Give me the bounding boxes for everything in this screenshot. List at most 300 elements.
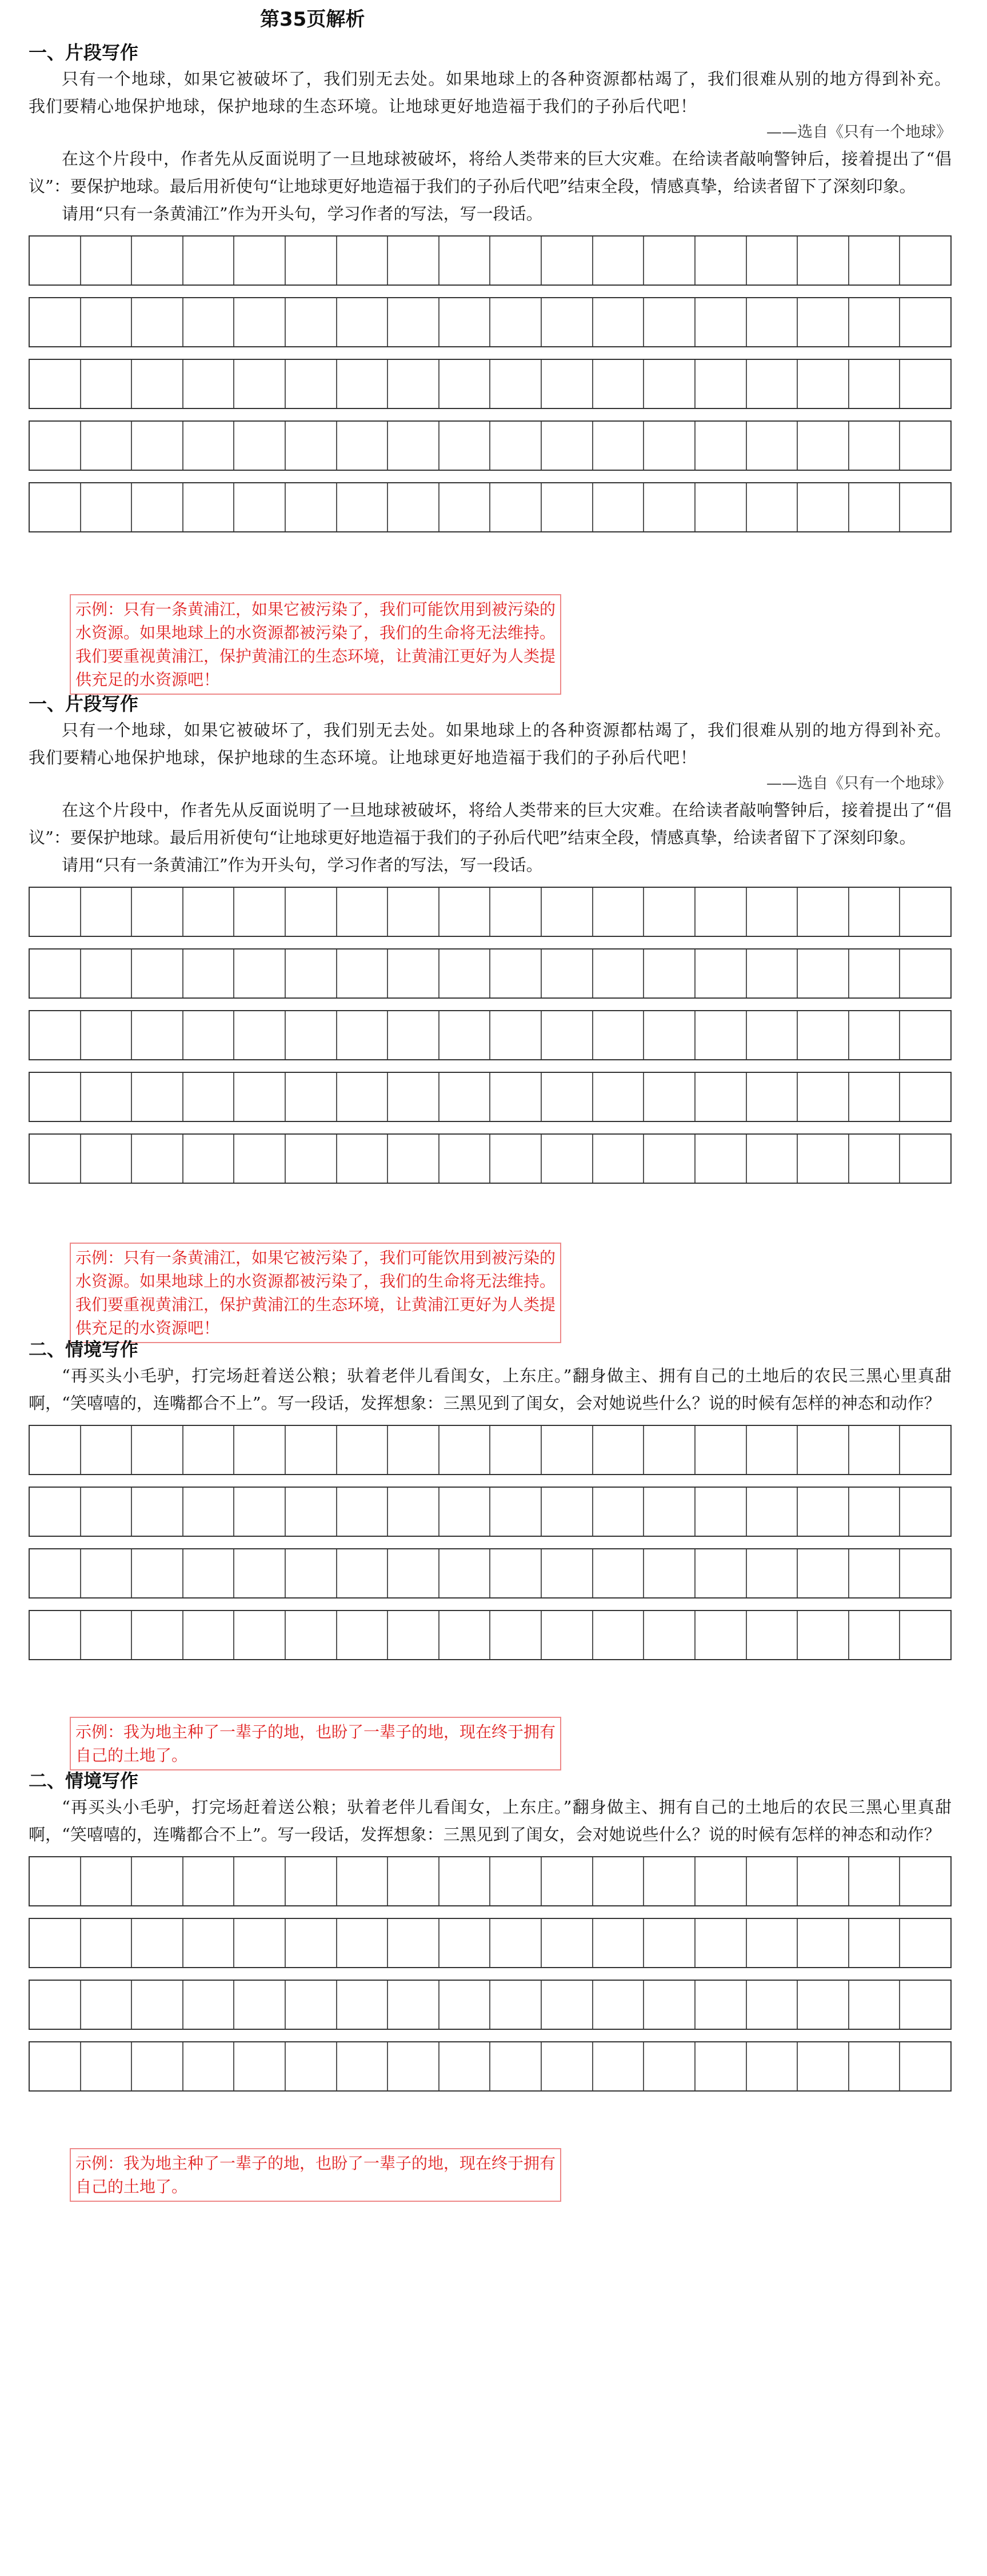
grid-cell[interactable]: [286, 422, 337, 470]
grid-cell[interactable]: [900, 422, 950, 470]
grid-cell[interactable]: [849, 888, 901, 936]
grid-cell[interactable]: [644, 1981, 696, 2029]
grid-cell[interactable]: [490, 237, 542, 285]
grid-cell[interactable]: [849, 950, 901, 997]
grid-cell[interactable]: [747, 360, 798, 408]
grid-cell[interactable]: [132, 1488, 183, 1536]
grid-cell[interactable]: [644, 483, 696, 531]
grid-cell[interactable]: [490, 1611, 542, 1659]
grid-cell[interactable]: [798, 1488, 849, 1536]
grid-cell[interactable]: [183, 1549, 235, 1597]
grid-cell[interactable]: [234, 1135, 286, 1183]
grid-cell[interactable]: [439, 360, 491, 408]
grid-cell[interactable]: [286, 1073, 337, 1121]
grid-cell[interactable]: [747, 1488, 798, 1536]
grid-cell[interactable]: [81, 1549, 133, 1597]
grid-cell[interactable]: [747, 298, 798, 346]
grid-cell[interactable]: [30, 422, 81, 470]
grid-cell[interactable]: [696, 1981, 747, 2029]
grid-cell[interactable]: [81, 422, 133, 470]
grid-cell[interactable]: [81, 298, 133, 346]
grid-cell[interactable]: [644, 1073, 696, 1121]
grid-cell[interactable]: [798, 1611, 849, 1659]
grid-cell[interactable]: [439, 2042, 491, 2090]
grid-cell[interactable]: [183, 1919, 235, 1967]
grid-cell[interactable]: [747, 1981, 798, 2029]
grid-cell[interactable]: [490, 1857, 542, 1905]
grid-cell[interactable]: [849, 1426, 901, 1474]
grid-cell[interactable]: [183, 360, 235, 408]
grid-cell[interactable]: [542, 888, 593, 936]
grid-cell[interactable]: [542, 1549, 593, 1597]
grid-cell[interactable]: [747, 1073, 798, 1121]
grid-cell[interactable]: [388, 1488, 439, 1536]
grid-cell[interactable]: [388, 1857, 439, 1905]
grid-cell[interactable]: [644, 1011, 696, 1059]
grid-cell[interactable]: [490, 1426, 542, 1474]
grid-cell[interactable]: [388, 1426, 439, 1474]
grid-cell[interactable]: [644, 1857, 696, 1905]
grid-cell[interactable]: [593, 298, 645, 346]
grid-cell[interactable]: [30, 1549, 81, 1597]
grid-cell[interactable]: [286, 298, 337, 346]
writing-grid[interactable]: [29, 235, 952, 532]
grid-cell[interactable]: [490, 360, 542, 408]
grid-cell[interactable]: [81, 237, 133, 285]
grid-cell[interactable]: [81, 1073, 133, 1121]
grid-cell[interactable]: [388, 1981, 439, 2029]
grid-cell[interactable]: [439, 1011, 491, 1059]
grid-cell[interactable]: [286, 888, 337, 936]
grid-cell[interactable]: [798, 483, 849, 531]
grid-cell[interactable]: [439, 1488, 491, 1536]
grid-cell[interactable]: [798, 237, 849, 285]
grid-cell[interactable]: [542, 237, 593, 285]
grid-cell[interactable]: [81, 1611, 133, 1659]
grid-cell[interactable]: [542, 483, 593, 531]
grid-cell[interactable]: [490, 950, 542, 997]
grid-cell[interactable]: [593, 888, 645, 936]
grid-cell[interactable]: [183, 1135, 235, 1183]
grid-cell[interactable]: [593, 1919, 645, 1967]
grid-cell[interactable]: [439, 1611, 491, 1659]
grid-cell[interactable]: [696, 1135, 747, 1183]
grid-cell[interactable]: [30, 1981, 81, 2029]
grid-cell[interactable]: [183, 1073, 235, 1121]
grid-cell[interactable]: [81, 1488, 133, 1536]
grid-cell[interactable]: [696, 1073, 747, 1121]
grid-cell[interactable]: [900, 1426, 950, 1474]
grid-cell[interactable]: [696, 888, 747, 936]
grid-cell[interactable]: [900, 888, 950, 936]
grid-cell[interactable]: [696, 1857, 747, 1905]
grid-cell[interactable]: [696, 1549, 747, 1597]
grid-cell[interactable]: [900, 1488, 950, 1536]
grid-cell[interactable]: [644, 1919, 696, 1967]
grid-cell[interactable]: [747, 950, 798, 997]
grid-cell[interactable]: [798, 298, 849, 346]
grid-cell[interactable]: [439, 1857, 491, 1905]
grid-cell[interactable]: [132, 422, 183, 470]
grid-cell[interactable]: [234, 2042, 286, 2090]
grid-cell[interactable]: [234, 888, 286, 936]
grid-cell[interactable]: [849, 1488, 901, 1536]
grid-cell[interactable]: [81, 1981, 133, 2029]
grid-cell[interactable]: [234, 1426, 286, 1474]
grid-cell[interactable]: [132, 1426, 183, 1474]
grid-cell[interactable]: [849, 1549, 901, 1597]
grid-cell[interactable]: [593, 1011, 645, 1059]
grid-cell[interactable]: [286, 1549, 337, 1597]
grid-cell[interactable]: [490, 1488, 542, 1536]
grid-cell[interactable]: [593, 237, 645, 285]
grid-cell[interactable]: [696, 1611, 747, 1659]
grid-cell[interactable]: [30, 360, 81, 408]
grid-cell[interactable]: [849, 1919, 901, 1967]
grid-cell[interactable]: [900, 950, 950, 997]
grid-cell[interactable]: [490, 483, 542, 531]
grid-cell[interactable]: [644, 1135, 696, 1183]
grid-cell[interactable]: [388, 360, 439, 408]
grid-cell[interactable]: [286, 1135, 337, 1183]
grid-cell[interactable]: [30, 1919, 81, 1967]
grid-cell[interactable]: [132, 1919, 183, 1967]
grid-cell[interactable]: [798, 1857, 849, 1905]
grid-cell[interactable]: [747, 1011, 798, 1059]
grid-cell[interactable]: [81, 1135, 133, 1183]
grid-cell[interactable]: [542, 298, 593, 346]
grid-cell[interactable]: [798, 1135, 849, 1183]
grid-cell[interactable]: [234, 1488, 286, 1536]
grid-cell[interactable]: [696, 2042, 747, 2090]
grid-cell[interactable]: [490, 1549, 542, 1597]
grid-cell[interactable]: [593, 1488, 645, 1536]
grid-cell[interactable]: [286, 1919, 337, 1967]
grid-cell[interactable]: [337, 1549, 389, 1597]
grid-cell[interactable]: [132, 360, 183, 408]
grid-cell[interactable]: [183, 1011, 235, 1059]
grid-cell[interactable]: [849, 1981, 901, 2029]
grid-cell[interactable]: [849, 298, 901, 346]
grid-cell[interactable]: [183, 237, 235, 285]
grid-cell[interactable]: [900, 1073, 950, 1121]
grid-cell[interactable]: [900, 1919, 950, 1967]
grid-cell[interactable]: [849, 1135, 901, 1183]
grid-cell[interactable]: [132, 483, 183, 531]
grid-cell[interactable]: [234, 1073, 286, 1121]
grid-cell[interactable]: [388, 950, 439, 997]
grid-cell[interactable]: [798, 1549, 849, 1597]
grid-cell[interactable]: [132, 1857, 183, 1905]
grid-cell[interactable]: [30, 1611, 81, 1659]
grid-cell[interactable]: [542, 1919, 593, 1967]
grid-cell[interactable]: [183, 950, 235, 997]
grid-cell[interactable]: [490, 422, 542, 470]
grid-cell[interactable]: [439, 1919, 491, 1967]
grid-cell[interactable]: [747, 483, 798, 531]
grid-cell[interactable]: [490, 1011, 542, 1059]
grid-cell[interactable]: [30, 2042, 81, 2090]
grid-cell[interactable]: [337, 1426, 389, 1474]
grid-cell[interactable]: [337, 1611, 389, 1659]
grid-cell[interactable]: [490, 298, 542, 346]
grid-cell[interactable]: [183, 1488, 235, 1536]
grid-cell[interactable]: [593, 1549, 645, 1597]
grid-cell[interactable]: [644, 888, 696, 936]
grid-cell[interactable]: [388, 888, 439, 936]
grid-cell[interactable]: [183, 1981, 235, 2029]
grid-cell[interactable]: [286, 950, 337, 997]
grid-cell[interactable]: [439, 1426, 491, 1474]
grid-cell[interactable]: [696, 1011, 747, 1059]
grid-cell[interactable]: [132, 950, 183, 997]
grid-cell[interactable]: [798, 2042, 849, 2090]
grid-cell[interactable]: [542, 1135, 593, 1183]
grid-cell[interactable]: [388, 1011, 439, 1059]
grid-cell[interactable]: [81, 2042, 133, 2090]
grid-cell[interactable]: [644, 1426, 696, 1474]
grid-cell[interactable]: [132, 1611, 183, 1659]
grid-cell[interactable]: [696, 1919, 747, 1967]
grid-cell[interactable]: [490, 1981, 542, 2029]
grid-cell[interactable]: [439, 950, 491, 997]
grid-cell[interactable]: [849, 360, 901, 408]
grid-cell[interactable]: [337, 237, 389, 285]
grid-cell[interactable]: [900, 237, 950, 285]
grid-cell[interactable]: [542, 422, 593, 470]
grid-cell[interactable]: [30, 1488, 81, 1536]
grid-cell[interactable]: [593, 360, 645, 408]
grid-cell[interactable]: [286, 360, 337, 408]
grid-cell[interactable]: [696, 237, 747, 285]
grid-cell[interactable]: [30, 950, 81, 997]
writing-grid[interactable]: [29, 1856, 952, 2092]
grid-cell[interactable]: [81, 360, 133, 408]
grid-cell[interactable]: [439, 1981, 491, 2029]
grid-cell[interactable]: [439, 237, 491, 285]
grid-cell[interactable]: [696, 422, 747, 470]
grid-cell[interactable]: [747, 1426, 798, 1474]
grid-cell[interactable]: [30, 237, 81, 285]
grid-cell[interactable]: [593, 1857, 645, 1905]
grid-cell[interactable]: [798, 1981, 849, 2029]
grid-cell[interactable]: [337, 1919, 389, 1967]
grid-cell[interactable]: [849, 1011, 901, 1059]
grid-cell[interactable]: [81, 1011, 133, 1059]
grid-cell[interactable]: [234, 1549, 286, 1597]
grid-cell[interactable]: [593, 1981, 645, 2029]
grid-cell[interactable]: [542, 950, 593, 997]
grid-cell[interactable]: [337, 422, 389, 470]
grid-cell[interactable]: [849, 1857, 901, 1905]
grid-cell[interactable]: [132, 888, 183, 936]
grid-cell[interactable]: [30, 483, 81, 531]
grid-cell[interactable]: [337, 298, 389, 346]
grid-cell[interactable]: [747, 1135, 798, 1183]
grid-cell[interactable]: [30, 1857, 81, 1905]
grid-cell[interactable]: [388, 237, 439, 285]
grid-cell[interactable]: [696, 360, 747, 408]
grid-cell[interactable]: [490, 888, 542, 936]
grid-cell[interactable]: [234, 483, 286, 531]
grid-cell[interactable]: [900, 360, 950, 408]
grid-cell[interactable]: [234, 422, 286, 470]
grid-cell[interactable]: [593, 2042, 645, 2090]
grid-cell[interactable]: [183, 2042, 235, 2090]
grid-cell[interactable]: [798, 1011, 849, 1059]
grid-cell[interactable]: [439, 888, 491, 936]
grid-cell[interactable]: [234, 1981, 286, 2029]
grid-cell[interactable]: [747, 1549, 798, 1597]
grid-cell[interactable]: [30, 1135, 81, 1183]
grid-cell[interactable]: [542, 1981, 593, 2029]
grid-cell[interactable]: [542, 1488, 593, 1536]
grid-cell[interactable]: [132, 1549, 183, 1597]
grid-cell[interactable]: [900, 2042, 950, 2090]
grid-cell[interactable]: [593, 1426, 645, 1474]
grid-cell[interactable]: [337, 950, 389, 997]
grid-cell[interactable]: [900, 1135, 950, 1183]
grid-cell[interactable]: [747, 1857, 798, 1905]
grid-cell[interactable]: [747, 1919, 798, 1967]
grid-cell[interactable]: [798, 1426, 849, 1474]
grid-cell[interactable]: [696, 1488, 747, 1536]
grid-cell[interactable]: [81, 483, 133, 531]
grid-cell[interactable]: [593, 1611, 645, 1659]
grid-cell[interactable]: [286, 237, 337, 285]
grid-cell[interactable]: [30, 298, 81, 346]
grid-cell[interactable]: [286, 1011, 337, 1059]
grid-cell[interactable]: [696, 950, 747, 997]
grid-cell[interactable]: [183, 1611, 235, 1659]
grid-cell[interactable]: [696, 1426, 747, 1474]
grid-cell[interactable]: [81, 1857, 133, 1905]
grid-cell[interactable]: [388, 422, 439, 470]
grid-cell[interactable]: [286, 1981, 337, 2029]
grid-cell[interactable]: [798, 1919, 849, 1967]
grid-cell[interactable]: [900, 1611, 950, 1659]
grid-cell[interactable]: [849, 1073, 901, 1121]
grid-cell[interactable]: [439, 1073, 491, 1121]
grid-cell[interactable]: [81, 888, 133, 936]
grid-cell[interactable]: [593, 422, 645, 470]
grid-cell[interactable]: [183, 888, 235, 936]
grid-cell[interactable]: [183, 1426, 235, 1474]
grid-cell[interactable]: [81, 950, 133, 997]
grid-cell[interactable]: [286, 1426, 337, 1474]
grid-cell[interactable]: [593, 1135, 645, 1183]
grid-cell[interactable]: [900, 298, 950, 346]
grid-cell[interactable]: [490, 1919, 542, 1967]
grid-cell[interactable]: [183, 483, 235, 531]
writing-grid[interactable]: [29, 887, 952, 1184]
grid-cell[interactable]: [644, 950, 696, 997]
grid-cell[interactable]: [388, 298, 439, 346]
grid-cell[interactable]: [337, 1073, 389, 1121]
grid-cell[interactable]: [388, 1073, 439, 1121]
grid-cell[interactable]: [388, 1919, 439, 1967]
grid-cell[interactable]: [81, 1426, 133, 1474]
grid-cell[interactable]: [388, 2042, 439, 2090]
grid-cell[interactable]: [696, 298, 747, 346]
grid-cell[interactable]: [644, 237, 696, 285]
grid-cell[interactable]: [132, 2042, 183, 2090]
grid-cell[interactable]: [747, 1611, 798, 1659]
grid-cell[interactable]: [542, 1426, 593, 1474]
grid-cell[interactable]: [234, 1857, 286, 1905]
grid-cell[interactable]: [747, 888, 798, 936]
grid-cell[interactable]: [337, 1135, 389, 1183]
grid-cell[interactable]: [234, 950, 286, 997]
grid-cell[interactable]: [234, 1919, 286, 1967]
grid-cell[interactable]: [644, 2042, 696, 2090]
grid-cell[interactable]: [900, 1011, 950, 1059]
grid-cell[interactable]: [798, 422, 849, 470]
grid-cell[interactable]: [183, 1857, 235, 1905]
grid-cell[interactable]: [234, 360, 286, 408]
grid-cell[interactable]: [849, 422, 901, 470]
grid-cell[interactable]: [30, 1073, 81, 1121]
grid-cell[interactable]: [439, 1549, 491, 1597]
grid-cell[interactable]: [747, 422, 798, 470]
grid-cell[interactable]: [439, 1135, 491, 1183]
grid-cell[interactable]: [286, 2042, 337, 2090]
grid-cell[interactable]: [439, 422, 491, 470]
grid-cell[interactable]: [439, 298, 491, 346]
grid-cell[interactable]: [286, 1488, 337, 1536]
grid-cell[interactable]: [337, 483, 389, 531]
grid-cell[interactable]: [849, 2042, 901, 2090]
grid-cell[interactable]: [286, 1857, 337, 1905]
grid-cell[interactable]: [696, 483, 747, 531]
grid-cell[interactable]: [30, 1426, 81, 1474]
grid-cell[interactable]: [542, 1611, 593, 1659]
grid-cell[interactable]: [798, 888, 849, 936]
grid-cell[interactable]: [644, 1611, 696, 1659]
grid-cell[interactable]: [747, 237, 798, 285]
grid-cell[interactable]: [542, 1011, 593, 1059]
grid-cell[interactable]: [849, 237, 901, 285]
grid-cell[interactable]: [337, 2042, 389, 2090]
grid-cell[interactable]: [900, 483, 950, 531]
grid-cell[interactable]: [183, 422, 235, 470]
grid-cell[interactable]: [490, 2042, 542, 2090]
grid-cell[interactable]: [234, 1011, 286, 1059]
grid-cell[interactable]: [490, 1135, 542, 1183]
grid-cell[interactable]: [849, 1611, 901, 1659]
grid-cell[interactable]: [132, 1011, 183, 1059]
grid-cell[interactable]: [183, 298, 235, 346]
grid-cell[interactable]: [900, 1549, 950, 1597]
grid-cell[interactable]: [337, 360, 389, 408]
grid-cell[interactable]: [542, 360, 593, 408]
grid-cell[interactable]: [234, 237, 286, 285]
grid-cell[interactable]: [798, 360, 849, 408]
grid-cell[interactable]: [337, 1488, 389, 1536]
grid-cell[interactable]: [132, 1981, 183, 2029]
grid-cell[interactable]: [388, 483, 439, 531]
grid-cell[interactable]: [388, 1611, 439, 1659]
grid-cell[interactable]: [234, 298, 286, 346]
grid-cell[interactable]: [593, 1073, 645, 1121]
grid-cell[interactable]: [234, 1611, 286, 1659]
grid-cell[interactable]: [900, 1981, 950, 2029]
grid-cell[interactable]: [337, 1857, 389, 1905]
grid-cell[interactable]: [388, 1135, 439, 1183]
grid-cell[interactable]: [644, 1488, 696, 1536]
grid-cell[interactable]: [388, 1549, 439, 1597]
grid-cell[interactable]: [30, 888, 81, 936]
